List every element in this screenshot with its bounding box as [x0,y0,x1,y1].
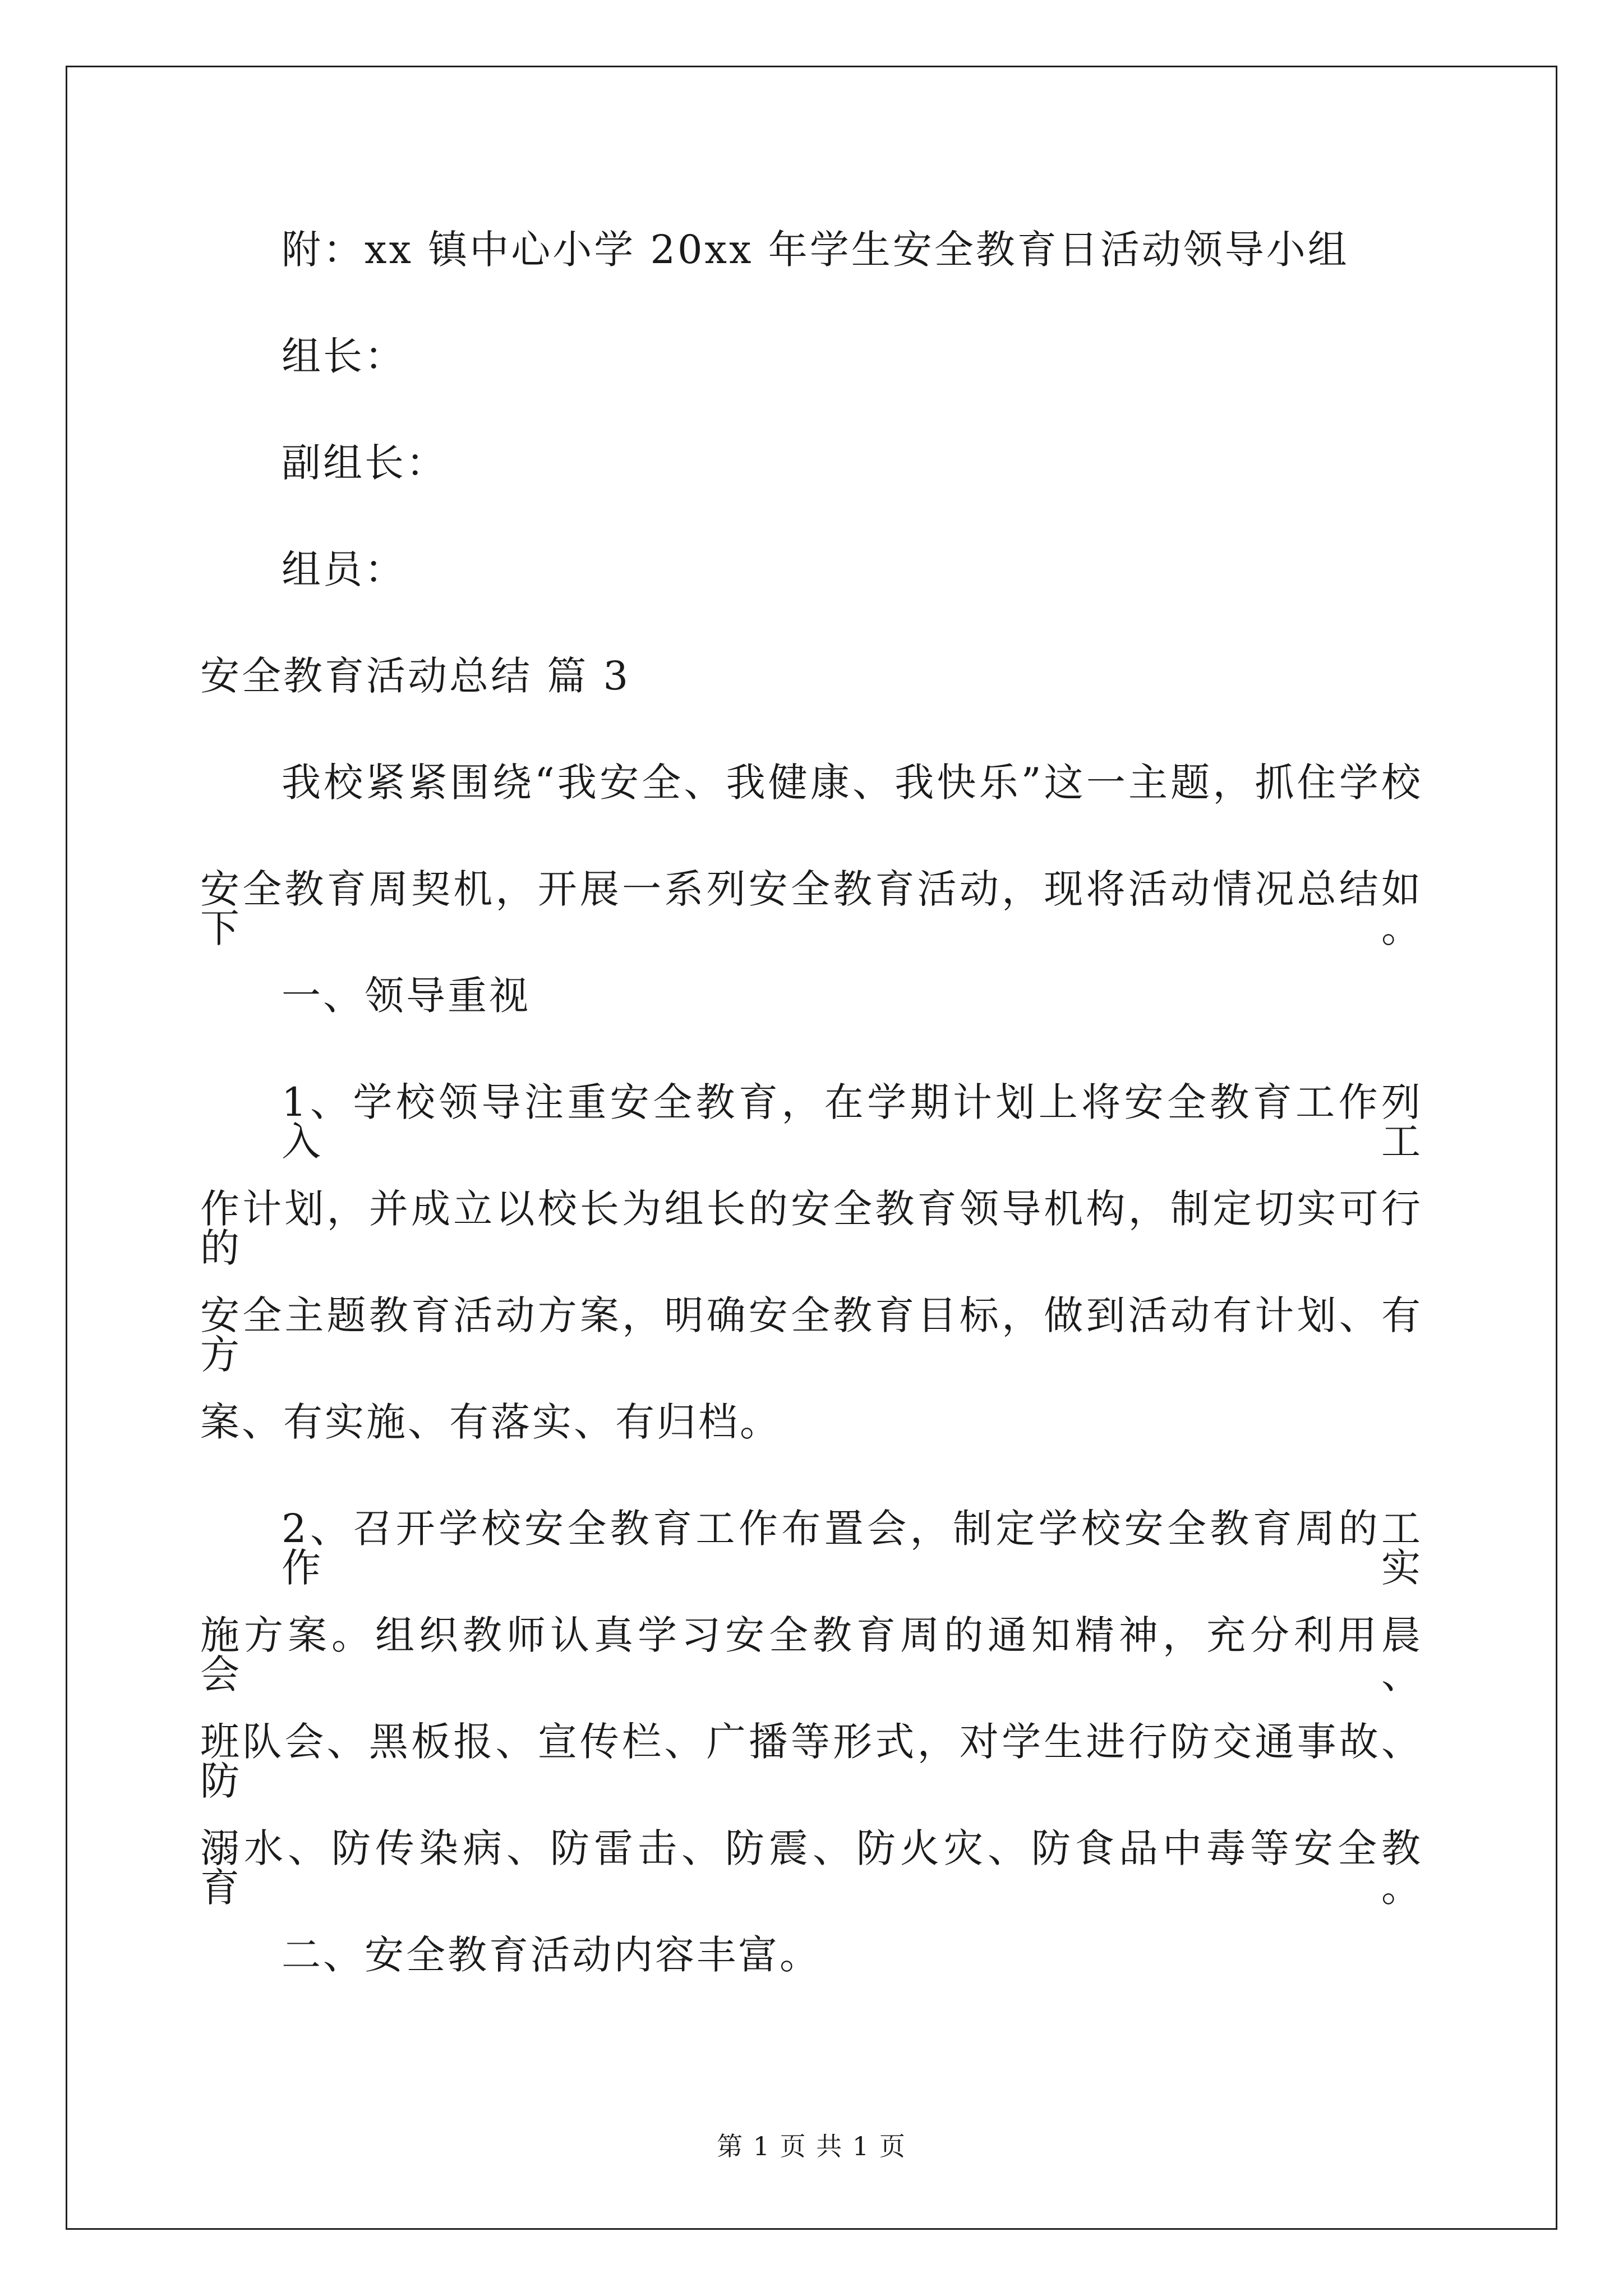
paragraph-line: 安全主题教育活动方案，明确安全教育目标，做到活动有计划、有方 [200,1292,1423,1378]
paragraph-line: 溺水、防传染病、防雷击、防震、防火灾、防食品中毒等安全教育。 [200,1825,1423,1911]
paragraph-line: 1、学校领导注重安全教育，在学期计划上将安全教育工作列入工 [282,1079,1423,1165]
page-footer: 第 1 页 共 1 页 [717,2131,906,2161]
group-leader-label: 组长： [282,333,406,379]
paragraph-line: 安全教育周契机，开展一系列安全教育活动，现将活动情况总结如下。 [200,866,1423,951]
paragraph-line: 案、有实施、有落实、有归档。 [200,1399,781,1445]
deputy-leader-label: 副组长： [282,440,448,486]
subsection-heading: 一、领导重视 [282,973,531,1019]
paragraph-line: 2、召开学校安全教育工作布置会，制定学校安全教育周的工作实 [282,1506,1423,1591]
section-title: 安全教育活动总结 篇 3 [200,653,631,699]
paragraph-line: 我校紧紧围绕“我安全、我健康、我快乐”这一主题，抓住学校 [282,760,1423,806]
paragraph-line: 作计划，并成立以校长为组长的安全教育领导机构，制定切实可行的 [200,1186,1423,1271]
members-label: 组员： [282,546,406,592]
attachment-heading: 附：xx 镇中心小学 20xx 年学生安全教育日活动领导小组 [282,227,1349,273]
paragraph-line: 施方案。组织教师认真学习安全教育周的通知精神，充分利用晨会、 [200,1612,1423,1697]
paragraph-line: 班队会、黑板报、宣传栏、广播等形式，对学生进行防交通事故、防 [200,1719,1423,1804]
subsection-heading: 二、安全教育活动内容丰富。 [282,1932,821,1978]
